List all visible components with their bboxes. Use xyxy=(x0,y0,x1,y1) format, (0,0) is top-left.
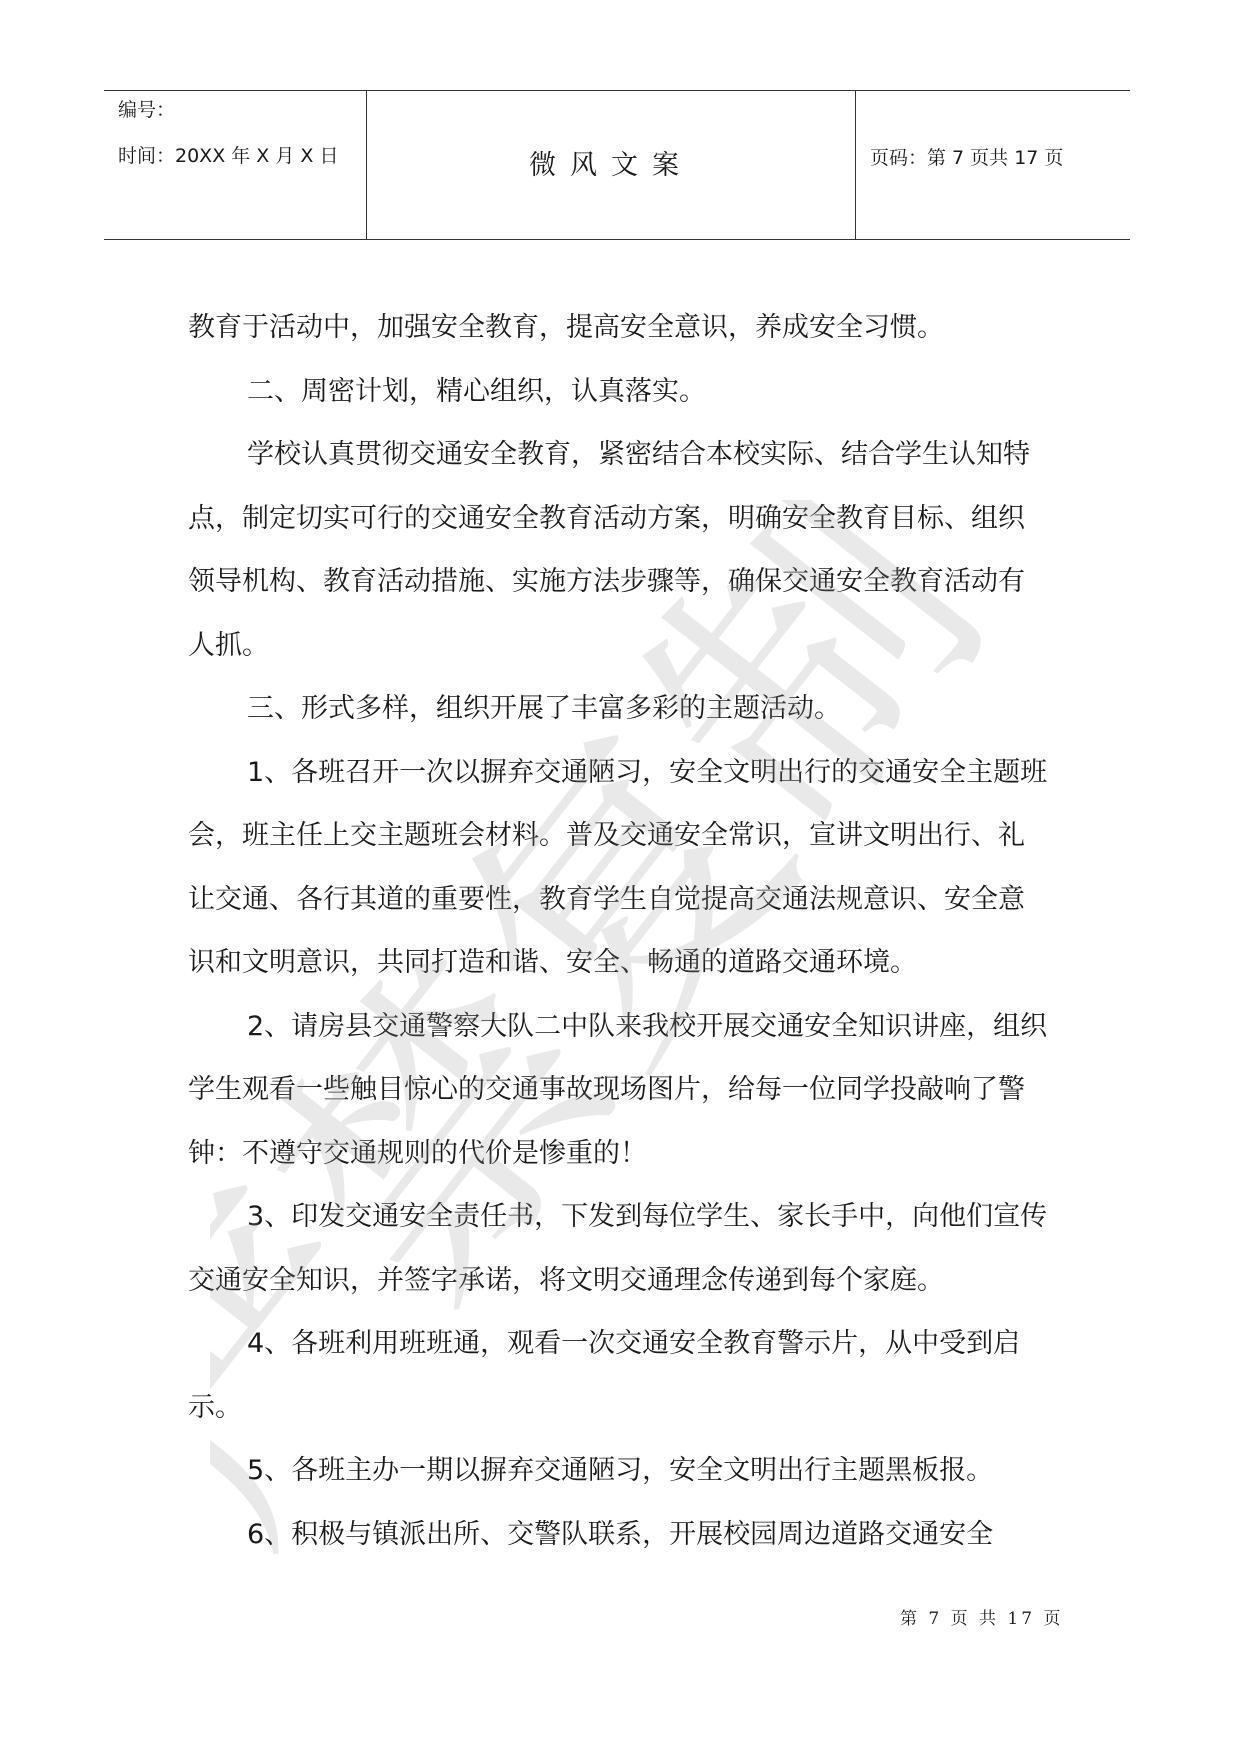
header-table xyxy=(104,90,1130,240)
paragraph: 学校认真贯彻交通安全教育，紧密结合本校实际、结合学生认知特点，制定切实可行的交通安全教育活动方案，明确安全教育目标、组织领导机构、教育活动措施、实施方法步骤等，确保交通安全教育活动有人抓。 xyxy=(188,439,1030,661)
page-footer: 第 7 页 共 17 页 xyxy=(900,1609,1064,1629)
paragraph: 教育于活动中，加强安全教育，提高安全意识，养成安全习惯。 xyxy=(188,312,944,343)
list-item: 6、积极与镇派出所、交警队联系，开展校园周边道路交通安全 xyxy=(247,1518,994,1550)
list-item: 4、各班利用班班通，观看一次交通安全教育警示片，从中受到启示。 xyxy=(188,1328,1021,1423)
list-item: 2、请房县交通警察大队二中队来我校开展交通安全知识讲座，组织学生观看一些触目惊心的交通事故现场图片，给每一位同学投敲响了警钟：不遵守交通规则的代价是惨重的！ xyxy=(188,1010,1048,1169)
page-number-label: 页码：第 7 页共 17 页 xyxy=(870,147,1064,169)
document-title: 微风文案 xyxy=(529,150,693,181)
serial-number-label: 编号： xyxy=(118,99,176,121)
document-body xyxy=(188,296,1048,1566)
header-left-cell xyxy=(104,91,367,239)
list-item: 3、印发交通安全责任书，下发到每位学生、家长手中，向他们宣传交通安全知识，并签字承诺，将文明交通理念传递到每个家庭。 xyxy=(188,1201,1048,1296)
header-right-cell xyxy=(856,91,1130,239)
header-title-cell xyxy=(367,91,856,239)
section-heading: 二、周密计划，精心组织，认真落实。 xyxy=(247,375,706,407)
list-item: 5、各班主办一期以摒弃交通陋习，安全文明出行主题黑板报。 xyxy=(247,1455,994,1486)
list-item: 1、各班召开一次以摒弃交通陋习，安全文明出行的交通安全主题班会，班主任上交主题班会材料。普及交通安全常识，宣讲文明出行、礼让交通、各行其道的重要性，教育学生自觉提高交通法规意识、安全意识和文明意识，共同打造和谐、安全、畅通的道路交通环境。 xyxy=(188,756,1048,978)
watermark-text: 严禁复制 xyxy=(210,500,1045,1594)
date-label: 时间：20XX 年 X 月 X 日 xyxy=(118,145,339,167)
section-heading: 三、形式多样，组织开展了丰富多彩的主题活动。 xyxy=(247,693,841,724)
